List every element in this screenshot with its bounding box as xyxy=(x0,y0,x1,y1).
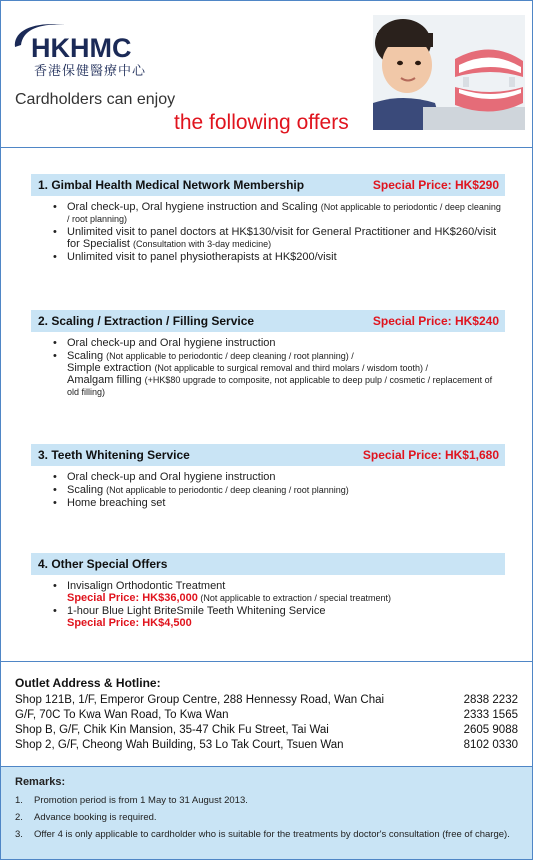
header xyxy=(1,1,532,148)
hero-image-boy-with-teeth-model xyxy=(373,15,525,130)
list-item: • Oral check-up and Oral hygiene instruction xyxy=(53,337,505,349)
remark-item: 1. Promotion period is from 1 May to 31 August 2013. xyxy=(15,795,248,806)
section-header xyxy=(31,310,505,332)
section-special-price: Special Price: HK$290 xyxy=(372,178,499,192)
offer-section-2 xyxy=(31,310,505,399)
remarks-title: Remarks: xyxy=(15,776,66,788)
offer-section-3 xyxy=(31,444,505,510)
list-item: • Oral check-up and Oral hygiene instruction xyxy=(53,471,505,483)
section-title: 4. Other Special Offers xyxy=(38,557,168,571)
remarks-panel xyxy=(1,766,532,860)
list-item: • Invisalign Orthodontic Treatment Special Price: HK$36,000 (Not applicable to extraction / special treatment) xyxy=(53,580,505,604)
outlet-phone: 2605 9088 xyxy=(463,724,518,736)
remark-item: 2. Advance booking is required. xyxy=(15,812,157,823)
section-title: 1. Gimbal Health Medical Network Membership xyxy=(38,178,305,192)
outlet-address-hotline xyxy=(1,661,532,754)
list-item: • Unlimited visit to panel doctors at HK$130/visit for General Practitioner and HK$260/visit for Specialist (Consultation with 3-day medicine) xyxy=(53,226,505,250)
list-item: • 1-hour Blue Light BriteSmile Teeth Whitening Service Special Price: HK$4,500 xyxy=(53,605,505,629)
logo-text: HKHMC xyxy=(31,33,132,63)
section-title: 3. Teeth Whitening Service xyxy=(38,448,190,462)
outlet-address: G/F, 70C To Kwa Wan Road, To Kwa Wan xyxy=(15,709,229,721)
section-header xyxy=(31,444,505,466)
logo-chinese-name: 香港保健醫療中心 xyxy=(34,64,147,79)
special-price: Special Price: HK$36,000 xyxy=(67,592,198,604)
list-item: • Oral check-up, Oral hygiene instruction and Scaling (Not applicable to periodontic / deep cleaning / root planning) xyxy=(53,201,505,225)
outlet-address: Shop B, G/F, Chik Kin Mansion, 35-47 Chik Fu Street, Tai Wai xyxy=(15,724,329,736)
section-header xyxy=(31,174,505,196)
special-price: Special Price: HK$4,500 xyxy=(67,617,192,629)
outlet-phone: 2333 1565 xyxy=(463,709,518,721)
remark-item: 3. Offer 4 is only applicable to cardholder who is suitable for the treatments by doctor's consultation (free of charge). xyxy=(15,829,510,840)
list-item: • Home breaching set xyxy=(53,497,505,509)
outlet-row xyxy=(1,694,532,709)
list-item: • Scaling (Not applicable to periodontic / deep cleaning / root planning) / Simple extraction (Not applicable to surgical removal and third molars / wisdom tooth) / Amalgam filling (+HK$80 upgrade to composite, not applicable to deep pulp / cosmetic / replacement of old filling) xyxy=(53,350,505,398)
list-item: • Scaling (Not applicable to periodontic / deep cleaning / root planning) xyxy=(53,484,505,496)
offer-list xyxy=(53,337,505,398)
offer-list xyxy=(53,471,505,509)
outlet-address: Shop 2, G/F, Cheong Wah Building, 53 Lo Tak Court, Tsuen Wan xyxy=(15,739,344,751)
section-header xyxy=(31,553,505,575)
boy-teeth-illustration xyxy=(373,15,525,130)
list-item: • Unlimited visit to panel physiotherapists at HK$200/visit xyxy=(53,251,505,263)
section-special-price: Special Price: HK$1,680 xyxy=(362,448,499,462)
offer-section-4 xyxy=(31,553,505,630)
section-title: 2. Scaling / Extraction / Filling Service xyxy=(38,314,255,328)
offer-section-1 xyxy=(31,174,505,264)
outlet-row xyxy=(1,709,532,724)
offer-list xyxy=(53,580,505,629)
outlets-title: Outlet Address & Hotline: xyxy=(15,676,161,690)
tagline-cardholders: Cardholders can enjoy xyxy=(15,91,176,108)
section-special-price: Special Price: HK$240 xyxy=(372,314,499,328)
offer-list xyxy=(53,201,505,263)
outlet-phone: 2838 2232 xyxy=(463,694,518,706)
tagline-offers: the following offers xyxy=(174,111,349,134)
outlet-row xyxy=(1,739,532,754)
outlet-address: Shop 121B, 1/F, Emperor Group Centre, 288 Hennessy Road, Wan Chai xyxy=(15,694,385,706)
outlet-phone: 8102 0330 xyxy=(463,739,518,751)
outlet-row xyxy=(1,724,532,739)
